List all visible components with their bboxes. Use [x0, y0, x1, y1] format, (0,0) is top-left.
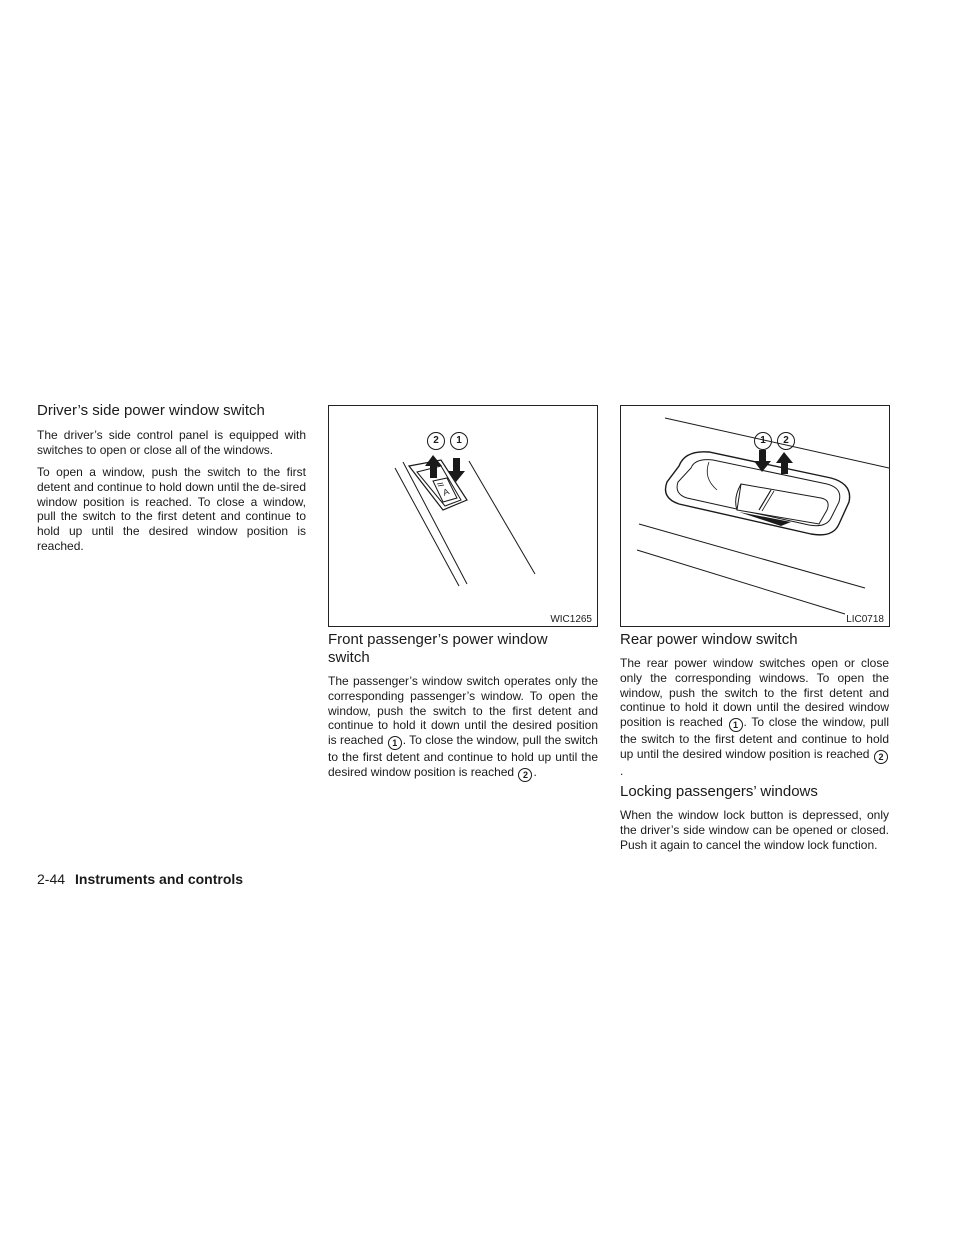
callout-1: 1	[450, 432, 468, 450]
front-passenger-switch-heading: Front passenger’s power window switch	[328, 631, 548, 666]
rear-window-switch-heading: Rear power window switch	[620, 631, 798, 648]
callout-1: 1	[754, 432, 772, 450]
marker-2: 2	[874, 750, 888, 764]
paragraph-text: The passenger’s window switch operates only the corresponding passenger’s window. To open the window, push the switch to the first detent and continue to hold it down until the desired position is reached	[328, 674, 598, 748]
locking-windows-heading: Locking passengers’ windows	[620, 783, 818, 800]
front-passenger-switch-paragraph	[328, 674, 598, 782]
page-footer	[37, 871, 243, 887]
callout-2: 2	[427, 432, 445, 450]
switch-letter: A	[441, 486, 451, 498]
driver-switch-paragraph-1: The driver’s side control panel is equipped with switches to open or close all of the windows.	[37, 428, 306, 457]
paragraph-text: . To close the window, pull the switch to the first detent and continue to hold up until the desired window position is reached	[328, 733, 598, 779]
locking-windows-paragraph: When the window lock button is depressed, only the driver’s side window can be opened or closed. Push it again to cancel the window lock function.	[620, 808, 889, 852]
page-number: 2-44	[37, 871, 66, 887]
paragraph-text: .	[620, 763, 624, 778]
marker-1: 1	[729, 718, 743, 732]
front-passenger-switch-figure	[328, 405, 598, 627]
rear-window-switch-paragraph	[620, 656, 889, 779]
figure-code: LIC0718	[846, 614, 884, 625]
callout-2: 2	[777, 432, 795, 450]
driver-switch-paragraph-2: To open a window, push the switch to the first detent and continue to hold down until the de-sired window position is reached. To close a window, pull the switch to the first detent and continue to hold up until the desired window position is reached.	[37, 465, 306, 553]
marker-2: 2	[518, 768, 532, 782]
marker-1: 1	[388, 736, 402, 750]
driver-switch-heading: Driver’s side power window switch	[37, 402, 265, 419]
rear-window-switch-figure	[620, 405, 890, 627]
paragraph-text: .	[533, 764, 537, 779]
paragraph-text: The rear power window switches open or close only the corresponding windows. To open the window, push the switch to the first detent and continue to hold it down until the desired window position is reached	[620, 656, 889, 730]
figure-code: WIC1265	[550, 614, 592, 625]
paragraph-text: . To close the window, pull the switch to the first detent and continue to hold up until the desired window position is reached	[620, 715, 889, 761]
section-title: Instruments and controls	[75, 871, 244, 887]
